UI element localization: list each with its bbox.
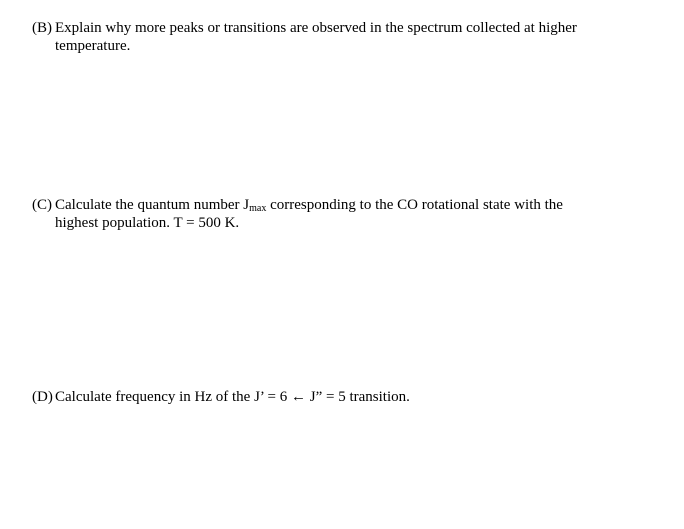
question-label: (B) xyxy=(32,20,52,36)
question-text: Calculate frequency in Hz of the J’ = 6 ← J” = 5 transition. xyxy=(55,389,410,405)
question-label: (D) xyxy=(32,389,53,405)
question-label: (C) xyxy=(32,197,52,213)
question-c-line-1 xyxy=(32,196,632,214)
question-text: temperature. xyxy=(55,38,131,54)
question-c-line-2 xyxy=(32,214,632,232)
question-b-line-1 xyxy=(32,19,632,37)
subscript-max: max xyxy=(249,203,267,214)
question-text: highest population. T = 500 K. xyxy=(55,215,240,231)
question-b xyxy=(32,19,632,55)
question-text: Explain why more peaks or transitions are observed in the spectrum collected at higher xyxy=(55,20,577,36)
question-text: corresponding to the CO rotational state with the xyxy=(266,197,563,213)
question-d xyxy=(32,388,632,406)
question-d-line-1 xyxy=(32,388,632,406)
question-text: Calculate the quantum number J xyxy=(55,197,250,213)
question-c xyxy=(32,196,632,232)
question-b-line-2 xyxy=(32,37,632,55)
